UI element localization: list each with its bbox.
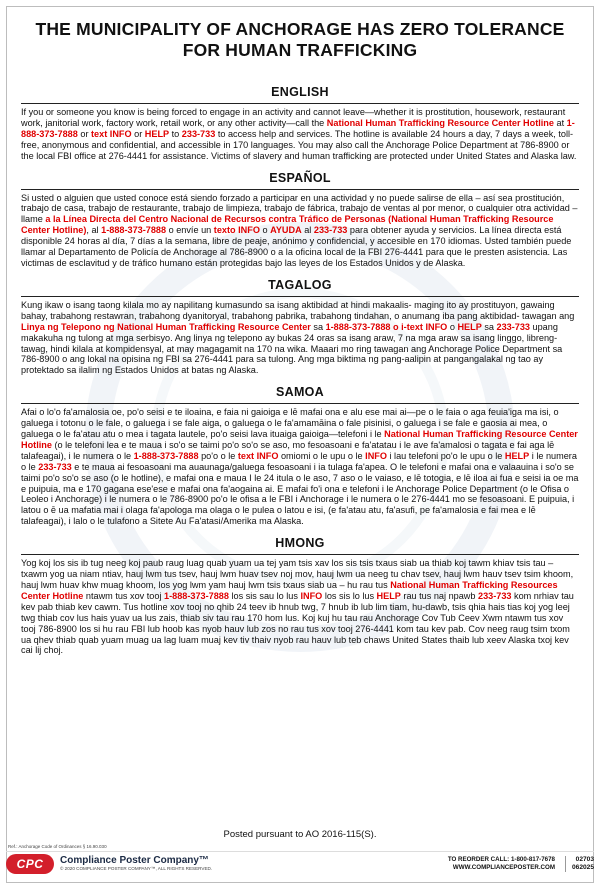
highlighted-text: 233-733 [496,321,530,332]
highlighted-text: text INFO [91,128,132,139]
highlighted-text: AYUDA [270,225,302,236]
poster-title [17,19,583,61]
section-heading: ENGLISH [21,85,579,104]
body-text: o [447,321,458,332]
highlighted-text: National Human Trafficking Resource Center Hotline [326,117,554,128]
body-text: omiomi o le upu o le [278,450,366,461]
reorder-info [448,856,565,872]
highlighted-text: HELP [144,128,170,139]
company-name: Compliance Poster Company™ [60,855,209,866]
highlighted-text: INFO [300,590,323,601]
ordinance-reference: Ref.: Anchorage Code of Ordinances § 16.90.030 [8,844,107,849]
body-text: kom nrhiav tau kev pab thiab kev cawm. Tus hotline xov tooj no qhib 24 teev ib hnub twg, 7 hnub ib lub lim tiam, hu-dawb, tsis qhia hais tias koj yog leej twg thiab cov lus hais yuav ua lus zais, thiab siv tau rau 170 hom lus. Koj kuj hu tau rau Anchorage Cov Tub Ceev Xwm ntawm tus xov tooj 786-8900 los si hu rau FBI lub hoob kas nyob hauv lub zos no rau tus xov tooj 276-4441 kom tau kev pab. Cov neeg raug tsim txom ua qhev thiab quab yuam muag ua lag luam muaj kev tiv thaiv nyob rau hauv lub teb chaws United States thaib lub xeev Alaska txoj kev cai lij choj. [21,590,574,656]
body-text: sa [310,321,326,332]
body-text: i le numera o le [21,450,577,472]
body-text: para obtener ayuda y servicios. La línea directa está disponible 24 horas al día, 7 días a la semana, libre de peaje, anónimo y confidencial, y accesible en 170 idiomas. Usted también puede llamar al Departamento de Policía de Anchorage al 786-8900 o a la oficina local de la FBI 276-4441 para que le presten asistencia. Las victimas de esclavitud y de tráfico humano están protegidas bajo las leyes de los Estados Unidos y de Alaska. [21,225,572,268]
copyright: © 2020 COMPLIANCE POSTER COMPANY™, ALL RIGHTS RESERVED. [60,866,213,871]
body-text: sa [481,321,497,332]
section-heading: ESPAÑOL [21,171,579,190]
title-line-1: THE MUNICIPALITY OF ANCHORAGE HAS ZERO TOLERANCE [35,19,565,39]
body-text: e te maua ai fesoasoani ma auaunaga/galuega fesoasoani i ia tulaga fa'apea. O le telefoni e mafai ona e valaauina i so'o se taimi po'o so'o se aso (o le hotline), e mafai ona e maua I le 24 itula o le aso, 7 aso o le vaiaso, e lē totogia, e lē iloa ai fua e seisi ia oe ma e puipuia, ma e 170 gagana ese'ese e mafai ona fa'aogaina ai. E mafai fo'i ona e telefoni i le Anchorage Police Department (o le Ofisa o Leoleo i Anchorage) i le numera o le 786-8900 po'o le ofisa a le FBI i Anchorage i le numera o le 276-4441 mo se fesoasoani. E puipuia, i latou o ē ua mafatia mai i olaga fa'apologa ma olaga o le pulea o latou e isi, (e fa'atau atu, fa'asufi, pe fa'amalosia e fai mea e lē talafeagai), i lalo o le tulafono a Sitete Au Fa'atasi/Amerika ma Alaska. [21,461,579,527]
section-samoa [21,385,579,533]
section-heading: HMONG [21,536,579,555]
highlighted-text: National Human Trafficking Resources Center Hotline [21,580,558,601]
highlighted-text: 1-888-373-7888 [21,117,575,139]
section-english [21,85,579,168]
body-text: , al [86,225,102,236]
highlighted-text: 233-733 [38,461,72,472]
footer [6,851,594,875]
highlighted-text: INFO [365,450,387,461]
body-text: i lau telefoni po'o le upu o le [386,450,505,461]
body-text: upang makakuha ng tulong at mga serbisyo. Ang linya ng telepono ay bukas 24 oras sa isang araw, 7 na mga araw sa isang linggo, libreng-tawag, hindi kilala at kompidensyal, at may magagamit na 170 na wika. Maaari mo ring tawagan ang Anchorage Police Department sa 786-8900 o ang lokal na opisina ng FBI sa 276-4441 para sa tulong. Ang mga biktima ng pang-aalipin at pangangalakal ng tao ay protektado sa ilalim ng Estados Unidos at batas ng Alaska. [21,321,563,376]
highlighted-text: 1-888-373-7888 [101,225,167,236]
body-text: Si usted o alguien que usted conoce está siendo forzado a participar en una actividad y no puede salirse de ella – así sea prostitución, trabajo de casa, trabajo de restaurante, trabajo de limpieza, trabajo de fábrica, trabajo de ventas al por menor, o cualquier otra actividad – llame [21,192,578,225]
highlighted-text: Linya ng Telepono ng National Human Trafficking Resource Center [21,321,311,332]
revision-code: 062025 [571,863,594,871]
body-text: o envíe un [166,225,214,236]
highlighted-text: 233-733 [313,225,348,236]
highlighted-text: 233-733 [478,590,512,601]
highlighted-text: HELP [457,321,482,332]
reorder-phone: TO REORDER CALL: 1-800-817-7678 [447,855,555,863]
body-text: rau tus naj npawb [400,590,478,601]
poster [6,6,594,883]
body-text: If you or someone you know is being forced to engage in an activity and cannot leave—whether it is prostitution, housework, restaurant work, janitorial work, factory work, retail work, or any other activity—call the [21,107,566,128]
highlighted-text: a la Línea Directa del Centro Nacional de Recursos contra Tráfico de Personas (National Human Trafficking Resource Center Hotline) [21,214,554,236]
brand-block [60,855,212,872]
cpc-logo: CPC [6,854,54,874]
body-text: to access help and services. The hotline is available 24 hours a day, 7 days a week, toll-free, anonymous and confidential, and accessible in 170 languages. You may also call the Anchorage Police Department at 786-8900 or the local FBI office at 276-4441 for assistance. Victims of slavery and human trafficking are protected under United States and Alaska law. [21,128,577,161]
title-line-2: FOR HUMAN TRAFFICKING [182,40,418,60]
section-body [21,299,579,382]
highlighted-text: text INFO [237,450,279,461]
section-body [21,406,579,533]
section-hmong [21,536,579,662]
body-text: al [301,225,314,236]
body-text: los sis lo lus [322,590,377,601]
body-text: (o le telefoni lea e te maua i so'o se taimi po'o so'o se aso, mo fesoasoani e fa'atatau i le ave fa'amalosi o tagata e fai aga lē talafeagai), i le numera o le [21,439,555,461]
body-text: Afai o lo'o fa'amalosia oe, po'o seisi e te iloaina, e faia ni gaioiga e lē mafai ona e alu ese mai ai—pe o le faia o aga feuia'iga ma isi, o galuega i totonu o le fale, o galuega i se fale aiga, o galuega o le fa'amamāina o fale pisinisi, o galuega i se fale e gaosia ai mea, o galuega o le fa'atau atu o mea i tagata lautele, po'o seisi lava ituaiga gaioiga—telefoni i le [21,407,559,440]
sections-container [21,85,579,665]
highlighted-text: National Human Trafficking Resource Center Hotline [21,429,578,450]
body-text: po'o o le [198,450,238,461]
poster-codes [565,856,594,872]
highlighted-text: 1-888-373-7888 [164,590,229,601]
section-tagalog [21,278,579,382]
body-text: Yog koj los sis ib tug neeg koj paub raug luag quab yuam ua tej yam tsis xav los sis tsis txaus siab ua thiab koj tawm khiav tsis tau – txawm yog ua niam ntiav, hauj lwm tus tsev, hauj lwm huav tsev noj mov, hauj lwm ua neeg tu chav tsev, hauj lwm hauv tsev tsim khoom, hauj lwm huav khw muag khoom, los yog lwm yam hauj lwm tsis txaus siab ua – hu rau tus [21,558,574,590]
highlighted-text: HELP [504,450,530,461]
highlighted-text: 1-888-373-7888 o i-text INFO [325,321,448,332]
body-text: o [259,225,271,236]
body-text: ntawm tus xov tooj [83,590,165,601]
highlighted-text: 1-888-373-7888 [133,450,199,461]
reorder-website: WWW.COMPLIANCEPOSTER.COM [452,863,555,871]
section-body [21,557,579,662]
section-body [21,192,579,275]
highlighted-text: HELP [376,590,401,601]
body-text: or [77,128,92,139]
body-text: to [169,128,182,139]
body-text: Kung ikaw o isang taong kilala mo ay napilitang kumasundo sa isang aktibidad at hindi makaalis- maging ito ay prostituyon, gawaing bahay, trabahong restawran, trabahong dyanitoryal, trabahong pabrika, trabahong tindahan, o anumang iba pang aktibidad- tawagan ang [21,299,575,321]
body-text: at [553,117,567,128]
body-text: or [131,128,145,139]
section-heading: SAMOA [21,385,579,404]
highlighted-text: 233-733 [181,128,216,139]
poster-code: 02703 [575,855,594,863]
highlighted-text: texto INFO [213,225,260,236]
posted-notice: Posted pursuant to AO 2016-115(S). [223,829,377,840]
section-heading: TAGALOG [21,278,579,297]
section-body [21,106,579,168]
section-espaol [21,171,579,275]
body-text: los sis sau lo lus [228,590,301,601]
